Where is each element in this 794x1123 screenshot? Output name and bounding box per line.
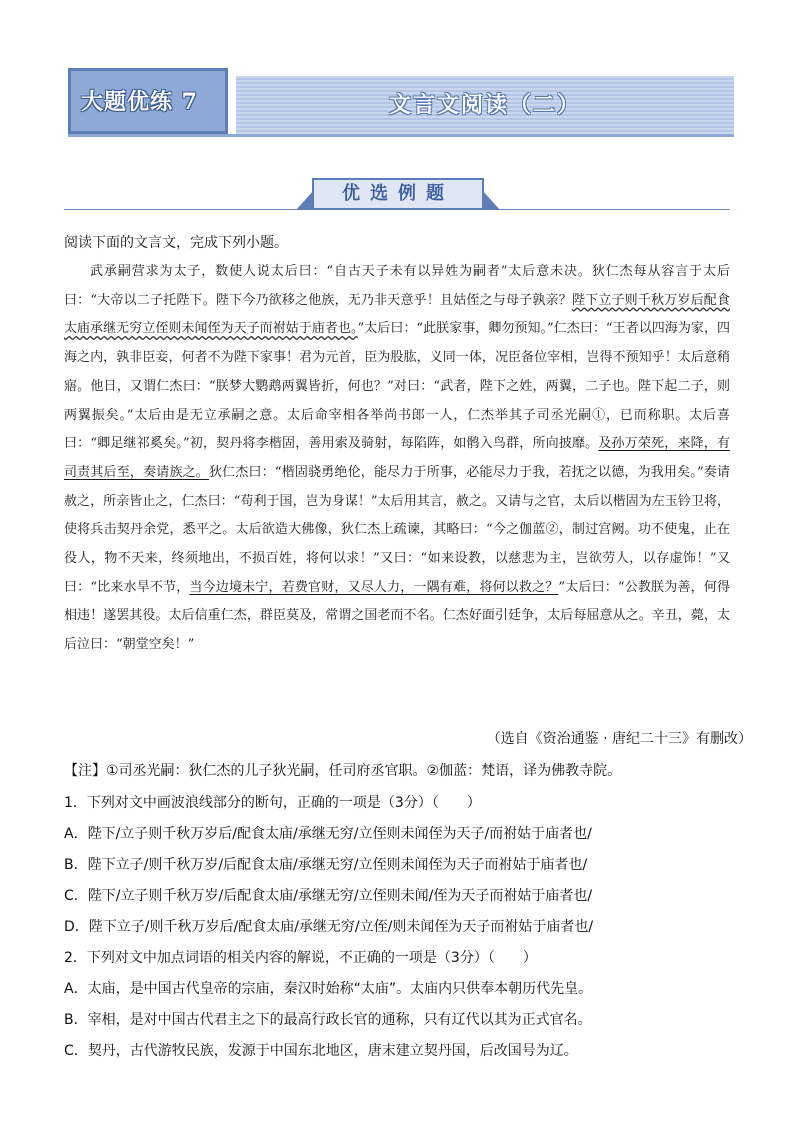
header-banner: [68, 68, 734, 138]
question-1-option-d: D．陛下立子/则千秋万岁后/配食太庙/承继无穷/立侄/则未闻侄为天子而祔姑于庙者也/: [64, 919, 594, 935]
page-title: 文言文阅读（二）: [388, 92, 581, 118]
passage-underline-1: 及孙万荣死，来降，有司责其后至，奏请族之。: [64, 436, 730, 480]
passage-text-4: ”太后曰：“公教朕为善，何得相违！遂罢其役。太后信重仁杰，群臣莫及，常谓之国老而不名。仁杰好面引廷争，太后每屈意从之。辛丑，薨，太后泣曰：“朝堂空矣！”: [64, 579, 730, 653]
question-2: 2．下列对文中加点词语的相关内容的解说，不正确的一项是（3分）（ ）: [64, 950, 537, 966]
passage-text-2: ”太后曰：“此朕家事，卿勿预知。”仁杰曰：“王者以四海为家，四海之内，孰非臣妾，何者不为陛下家事！君为元首，臣为股肱，义同一体，况臣备位宰相，岂得不预知乎！太后意稍寤。他日，又谓仁杰曰：“朕梦大鹦鹉两翼皆折，何也？”对曰：“武者，陛下之姓，两翼，二子也。陛下起二子，则两翼振矣。”太后由是无立承嗣之意。太后命宰相各举尚书郎一人，仁杰举其子司丞光嗣①，已而称职。太后喜曰：“卿足继祁奚矣。”初，契丹将李楷固，善用索及骑射，每陷阵，如鹘入鸟群，所向披靡。: [64, 321, 730, 452]
passage-underline-2: 当今边境未宁，若费官财，又尽人力，一隅有难，将何以救之？: [189, 579, 559, 595]
question-1: 1．下列对文中画波浪线部分的断句，正确的一项是（3分）（ ）: [64, 795, 481, 811]
series-label: 大题优练 7: [81, 89, 198, 115]
question-1-option-a: A．陛下/立子则千秋万岁后/配食太庙/承继无穷/立侄则未闻侄为天子/而祔姑于庙者也/: [64, 826, 592, 842]
passage-text-1: 武承嗣营求为太子，数使人说太后曰：“自古天子未有以异姓为嗣者”太后意未决。狄仁杰每从容言于太后曰：“大帝以二子托陛下。陛下今乃欲移之他族，无乃非天意乎！且姑侄之与母子孰亲？: [64, 264, 730, 308]
question-1-option-b: B．陛下立子/则千秋万岁/后配食太庙/承继无穷/立侄则未闻侄为天子而祔姑于庙者也/: [64, 857, 588, 873]
question-2-option-b: B．宰相，是对中国古代君主之下的最高行政长官的通称，只有辽代以其为正式官名。: [64, 1012, 592, 1028]
passage-paragraph: [64, 258, 730, 660]
badge-ribbon-right: [482, 190, 500, 210]
question-2-option-a: A．太庙，是中国古代皇帝的宗庙，秦汉时始称“太庙”。太庙内只供奉本朝历代先皇。: [64, 981, 593, 997]
title-box: [236, 76, 734, 134]
section-badge-label: 优选例题: [342, 183, 454, 204]
instructions: 阅读下面的文言文，完成下列小题。: [64, 235, 288, 251]
source-citation: （选自《资治通鉴 · 唐纪二十三》有删改）: [486, 731, 752, 747]
footnote: 【注】①司丞光嗣：狄仁杰的儿子狄光嗣，任司府丞官职。②伽蓝：梵语，译为佛教寺院。: [64, 763, 622, 779]
question-1-option-c: C．陛下/立子则千秋万岁/后配食太庙/承继无穷/立侄则未闻/侄为天子而祔姑于庙者也/: [64, 888, 593, 904]
section-header: [64, 168, 730, 214]
passage-text-3: 狄仁杰曰：“楷固骁勇绝伦，能尽力于所事，必能尽力于我，若抚之以德，为我用矣。”奏请赦之，所亲皆止之，仁杰曰：“苟利于国，岂为身谋！”太后用其言，赦之。又请与之官，太后以楷固为左玉钤卫将，使将兵击契丹余党，悉平之。太后欲造大佛像，狄仁杰上疏谏，其略曰：“今之伽蓝②，制过宫阙。功不使鬼，止在役人，物不天来，终须地出，不损百姓，将何以求！”又曰：“如来设教，以慈悲为主，岂欲劳人，以存虚饰！”又曰：“比来水旱不节，: [64, 464, 730, 595]
passage-wavy-segment: 陛下立子则千秋万岁后配食太庙承继无穷立侄则未闻侄为天子而祔姑于庙者也。: [64, 292, 730, 337]
banner-underline: [68, 134, 734, 137]
passage: [64, 258, 730, 660]
series-label-box: [68, 68, 228, 134]
section-badge: [312, 178, 484, 210]
question-2-option-c: C．契丹，古代游牧民族，发源于中国东北地区，唐末建立契丹国，后改国号为辽。: [64, 1043, 578, 1059]
